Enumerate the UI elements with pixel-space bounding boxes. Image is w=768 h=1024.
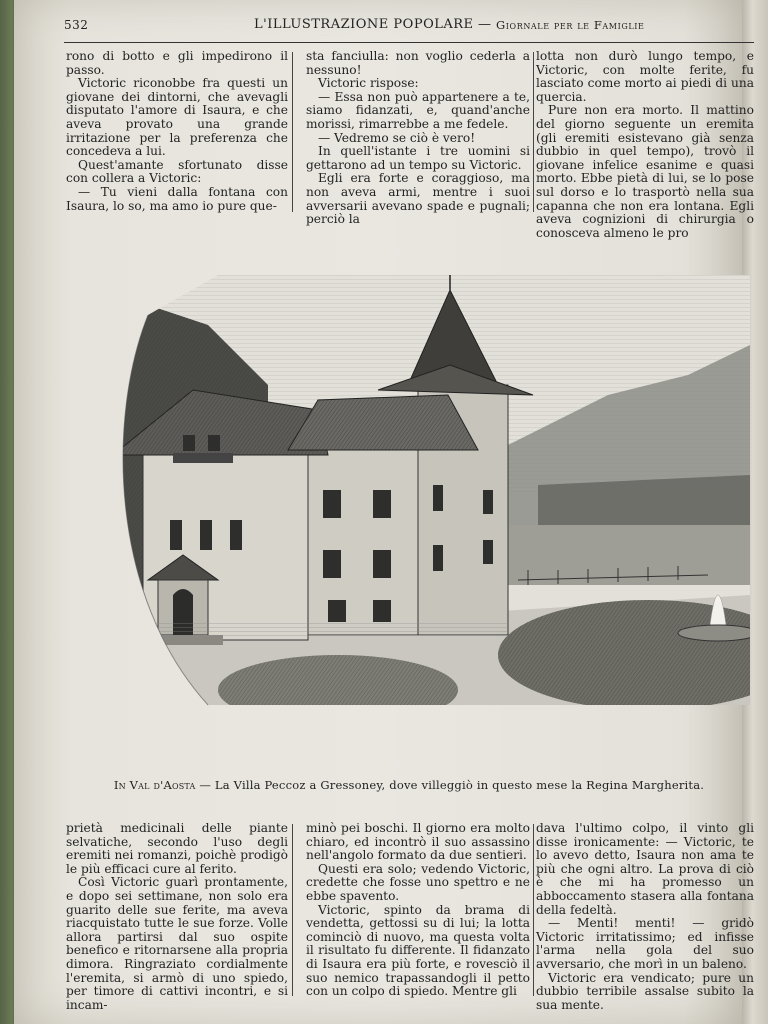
paragraph: Victoric rispose: xyxy=(318,76,419,91)
column-rule xyxy=(533,824,534,996)
paragraph: Pure non era morto. Il mattino del giorno seguente un eremita (gli eremiti esistevano già senza dubbio in quel tempo), trovò il giovane infelice esanime e quasi morto. Ebbe pietà di lui, se lo pose sul dorso e lo trasportò nella sua capanna che non era lontana. Egli aveva cognizioni di chirurgia o conosceva almeno le pro xyxy=(536,103,754,240)
paragraph: Victoric, spinto da brama di vendetta, gettossi su di lui; la lotta cominciò di nuovo, ma questa volta il risultato fu differente. Il fidanzato di Isaura era più forte, e rovesciò il suo nemico trapassandogli il petto con un colpo di spiedo. Mentre gli xyxy=(306,902,530,999)
column-rule xyxy=(292,52,293,212)
paragraph: — Essa non può appartenere a te, siamo fidanzati, e, quand'anche morissi, rimarrebbe a me fedele. xyxy=(306,89,530,131)
caption-text: La Villa Peccoz a Gressoney, dove villeggiò in questo mese la Regina Margherita. xyxy=(214,778,705,792)
paragraph: Victoric riconobbe fra questi un giovane dei dintorni, che avevagli disputato l'amore di Isaura, e che aveva provato una grande irritazione per la preferenza che concedeva a lui. xyxy=(66,76,288,159)
paragraph: In quell'istante i tre uomini si gettarono ad un tempo su Victoric. xyxy=(306,144,530,172)
villa-engraving xyxy=(88,235,750,755)
column-rule xyxy=(292,824,293,996)
top-column-3 xyxy=(536,49,754,240)
paragraph: prietà medicinali delle piante selvatiche, secondo l'uso degli eremiti nei romanzi, poichè prodigò le più efficaci cure al ferito. xyxy=(66,821,288,876)
paragraph: minò pei boschi. Il giorno era molto chiaro, ed incontrò il suo assassino nell'angolo formato da due sentieri. xyxy=(306,821,530,863)
top-column-2 xyxy=(306,49,530,227)
paragraph: Egli era forte e coraggioso, ma non aveva armi, mentre i suoi avversarii avevano spade e pugnali; perciò la xyxy=(306,171,530,227)
header-separator: — xyxy=(478,17,492,32)
top-column-1 xyxy=(66,50,288,212)
caption-dash: — xyxy=(199,778,212,792)
column-rule xyxy=(533,52,534,212)
page-header xyxy=(64,16,754,43)
paragraph: — Tu vieni dalla fontana con Isaura, lo so, ma amo io pure que- xyxy=(66,184,288,213)
paragraph: Questi era solo; vedendo Victoric, credette che fosse uno spettro e ne ebbe spavento. xyxy=(306,861,530,903)
illustration-caption xyxy=(64,778,754,792)
paragraph: Victoric era vendicato; pure un dubbio terribile assalse subito la sua mente. xyxy=(536,970,754,1012)
bottom-column-3 xyxy=(536,821,754,1012)
bottom-column-2 xyxy=(306,822,530,997)
paragraph: lotta non durò lungo tempo, e Victoric, con molte ferite, fu lasciato come morto ai piedi di una quercia. xyxy=(536,49,754,104)
paragraph: rono di botto e gli impedirono il passo. xyxy=(66,49,288,77)
paragraph: Quest'amante sfortunato disse con collera a Victoric: xyxy=(66,157,288,186)
caption-place: In Val d'Aosta xyxy=(113,778,196,792)
newspaper-page xyxy=(14,0,754,1024)
publication-subtitle: Giornale per le Famiglie xyxy=(496,18,645,32)
page-number: 532 xyxy=(64,18,89,32)
paragraph: — Vedremo se ciò è vero! xyxy=(318,130,476,145)
publication-title: L'ILLUSTRAZIONE POPOLARE xyxy=(254,17,474,32)
paragraph: Così Victoric guarì prontamente, e dopo sei settimane, non solo era guarito delle sue ferite, ma aveva riacquistato tutte le sue forze. Volle allora partirsi dal suo ospite benefico e ritornarsene alla propria dimora. Ringraziato cordialmente l'eremita, si armò di uno spiedo, per timore di cattivi incontri, e si incam- xyxy=(66,875,288,1012)
bottom-column-1 xyxy=(66,821,288,1012)
paragraph: — Menti! menti! — gridò Victoric irritatissimo; ed infisse l'arma nella gola del suo avversario, che morì in un baleno. xyxy=(536,916,754,971)
paragraph: sta fanciulla: non voglio cederla a nessuno! xyxy=(306,49,530,77)
paragraph: dava l'ultimo colpo, il vinto gli disse ironicamente: — Victoric, te lo avevo detto, Isaura non ama te più che ogni altro. La prova di ciò è che mi ha promesso un abboccamento stasera alla fontana della fedeltà. xyxy=(536,821,754,917)
